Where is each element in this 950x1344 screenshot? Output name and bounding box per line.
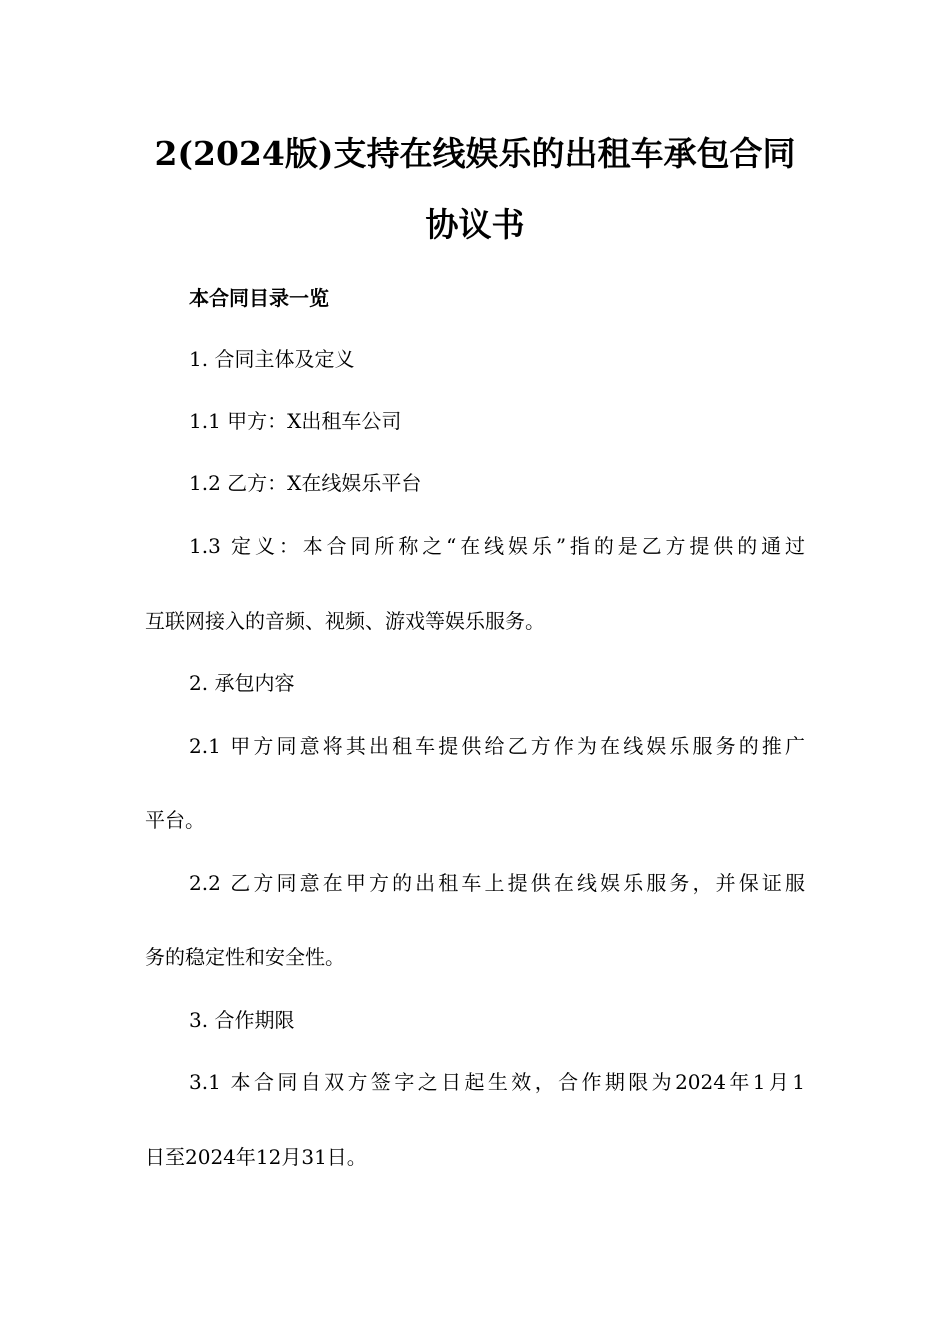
clause-text: 2.2 乙方同意在甲方的出租车上提供在线娱乐服务，并保证服 (189, 871, 805, 895)
clause-text: 2.1 甲方同意将其出租车提供给乙方作为在线娱乐服务的推广 (189, 734, 805, 758)
clause-text: 1.2 乙方：X在线娱乐平台 (189, 471, 422, 495)
clause-text-continued: 务的稳定性和安全性。 (145, 945, 345, 969)
clause-text: 3.1 本合同自双方签字之日起生效，合作期限为2024年1月1 (189, 1070, 805, 1094)
clause-text-continued: 互联网接入的音频、视频、游戏等娱乐服务。 (145, 609, 545, 633)
toc-heading: 本合同目录一览 (189, 286, 329, 310)
clause-text: 1.3 定义：本合同所称之“在线娱乐”指的是乙方提供的通过 (189, 534, 805, 558)
clause-text-continued: 平台。 (145, 808, 205, 832)
section-heading: 1. 合同主体及定义 (189, 347, 355, 371)
document-title-line-1: 2(2024版)支持在线娱乐的出租车承包合同 (154, 134, 796, 173)
document-title-line-2: 协议书 (425, 205, 525, 244)
clause-text: 1.1 甲方：X出租车公司 (189, 409, 402, 433)
section-heading: 3. 合作期限 (189, 1008, 295, 1032)
clause-text-continued: 日至2024年12月31日。 (145, 1145, 367, 1169)
section-heading: 2. 承包内容 (189, 671, 295, 695)
